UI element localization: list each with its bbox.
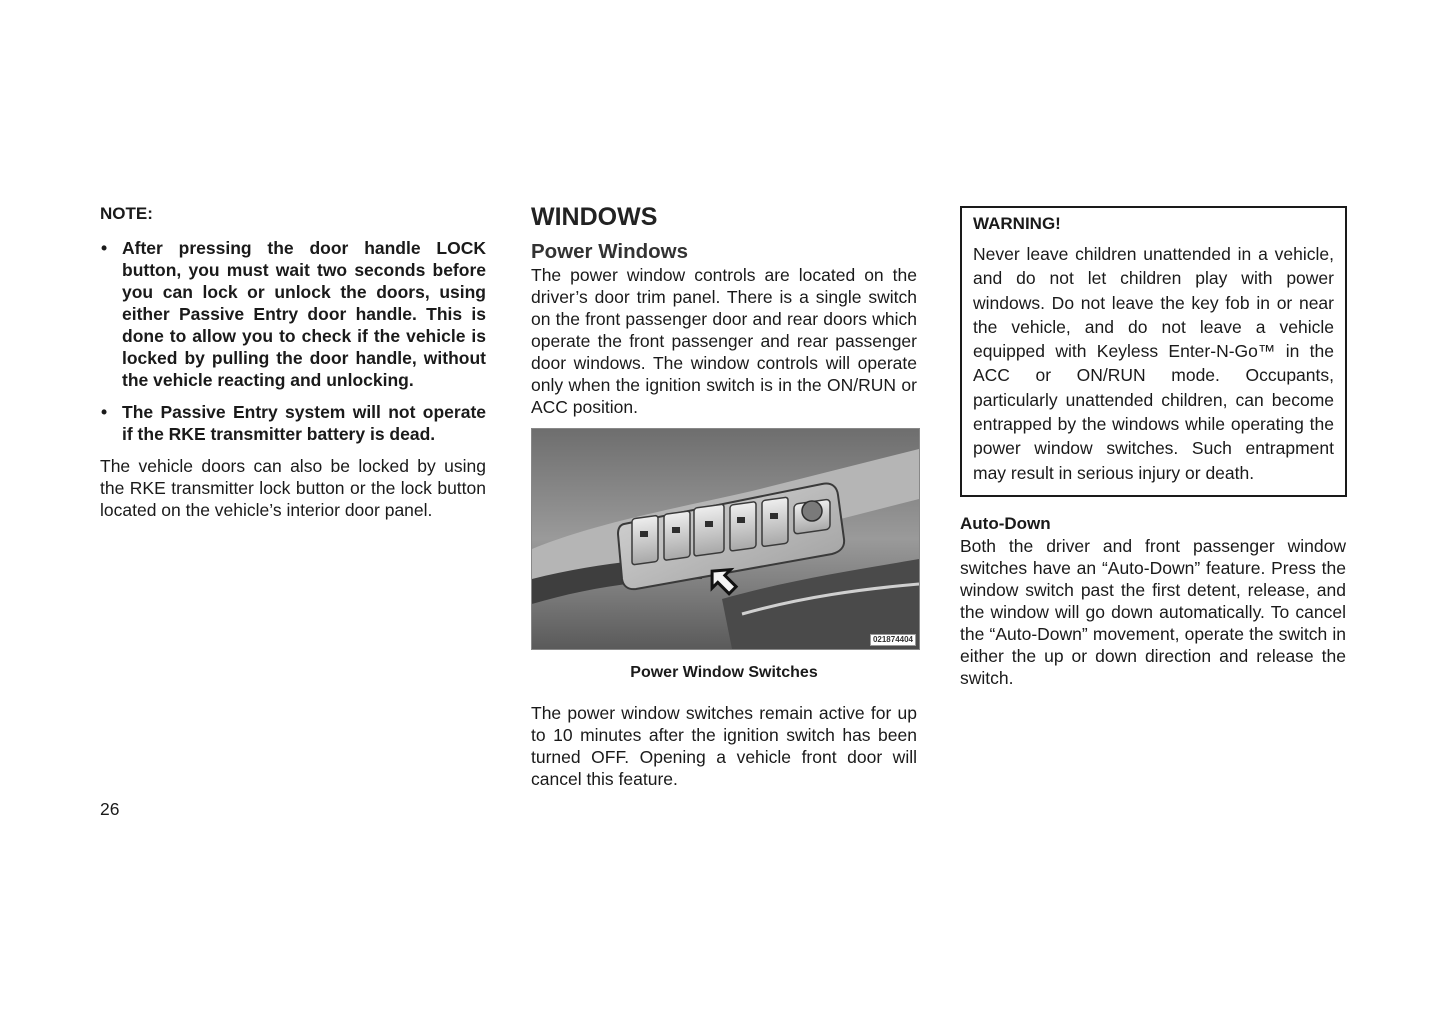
power-windows-paragraph: The power window controls are located on the driver’s door trim panel. There is a single switch on the front passenger door and rear doors which operate the front passenger and rear passenger door windows. The window controls will operate only when the ignition switch is in the ON/RUN or ACC position. (531, 265, 917, 417)
door-lock-paragraph: The vehicle doors can also be locked by using the RKE transmitter lock button or the lock button located on the vehicle’s interior door panel. (100, 456, 486, 520)
auto-down-paragraph: Both the driver and front passenger window switches have an “Auto-Down” feature. Press the window switch past the first detent, release, and the window will go down automatically. To cancel the “Auto-Down” movement, operate the switch in either the up or down direction and release the switch. (960, 535, 1346, 688)
subsection-title: Power Windows (531, 240, 688, 263)
note-bullet-item (100, 401, 486, 445)
warning-text: Never leave children unattended in a vehicle, and do not let children play with power windows. Do not leave the key fob in or near the vehicle, and do not leave a vehicle equipped with Keyless Enter-N-Go™ in the ACC or ON/RUN mode. Occupants, particularly unattended children, can become entrapped by the windows while operating the power window switches. Such entrapment may result in serious injury or death. (973, 244, 1334, 483)
section-title: WINDOWS (531, 203, 658, 231)
figure-caption: Power Window Switches (630, 664, 818, 681)
note-bullet-text: The Passive Entry system will not operate if the RKE transmitter battery is dead. (122, 402, 486, 444)
note-bullet-text: After pressing the door handle LOCK button, you must wait two seconds before you can lock or unlock the doors, using either Passive Entry door handle. This is done to allow you to check if the vehicle is locked by pulling the door handle, without the vehicle reacting and unlocking. (122, 238, 486, 390)
figure-code: 021874404 (870, 634, 916, 646)
power-window-switches-figure (531, 428, 920, 650)
note-bullet-list (100, 237, 486, 445)
warning-box (960, 206, 1347, 497)
warning-title: WARNING! (973, 214, 1061, 233)
bullet-icon: • (101, 402, 108, 422)
auto-down-title: Auto-Down (960, 513, 1051, 533)
page-number: 26 (100, 799, 120, 819)
left-column (100, 203, 486, 521)
bullet-icon: • (101, 238, 108, 258)
note-bullet-item (100, 237, 486, 391)
switches-active-paragraph: The power window switches remain active for up to 10 minutes after the ignition switch has been turned OFF. Opening a vehicle front door will cancel this feature. (531, 703, 917, 789)
door-panel-illustration (532, 429, 919, 649)
note-label: NOTE: (100, 204, 153, 223)
right-column (960, 206, 1346, 689)
middle-column (531, 203, 917, 790)
